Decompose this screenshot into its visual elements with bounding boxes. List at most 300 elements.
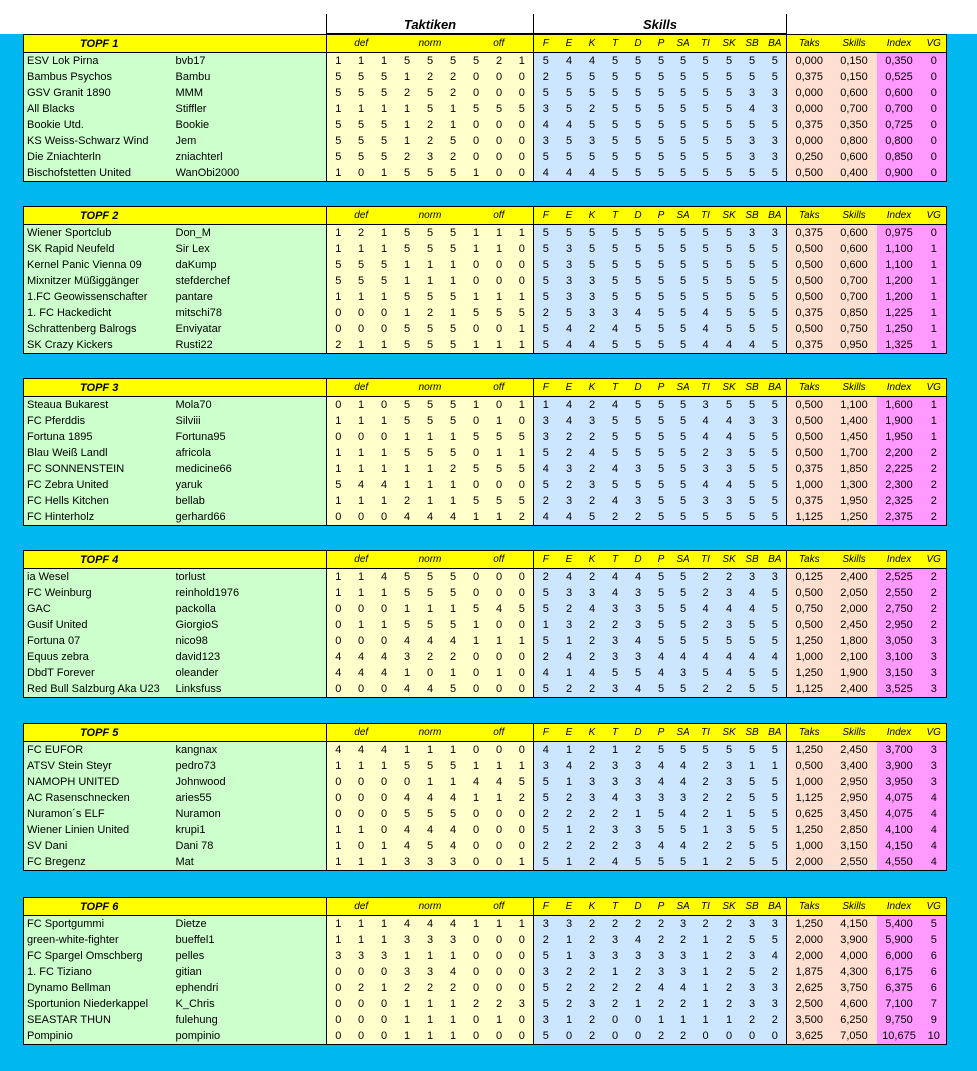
col-header: D xyxy=(627,35,650,53)
index-value: 9,750 xyxy=(877,1012,922,1028)
vg-value: 2 xyxy=(922,601,947,617)
skill-value: 2 xyxy=(534,649,558,665)
tactic-value: 2 xyxy=(488,53,511,70)
col-header: F xyxy=(534,379,558,397)
skills-total: 0,600 xyxy=(832,257,877,273)
tactic-value: 1 xyxy=(511,445,534,461)
tactic-value: 5 xyxy=(511,493,534,509)
vg-value: 10 xyxy=(922,1028,947,1045)
pot-header-row xyxy=(24,207,947,225)
skill-value: 2 xyxy=(718,569,741,586)
skill-value: 2 xyxy=(694,838,718,854)
manager-name: Johnwood xyxy=(176,774,327,790)
skill-value: 4 xyxy=(558,165,581,182)
manager-name: david123 xyxy=(176,649,327,665)
col-header: norm xyxy=(396,35,465,53)
skill-value: 3 xyxy=(627,838,650,854)
tactic-value: 0 xyxy=(327,601,350,617)
team-name: GAC xyxy=(24,601,176,617)
skill-value: 5 xyxy=(650,585,673,601)
vg-value: 6 xyxy=(922,980,947,996)
tactic-value: 0 xyxy=(511,117,534,133)
skill-value: 5 xyxy=(627,665,650,681)
skill-value: 5 xyxy=(650,854,673,871)
skills-total: 2,450 xyxy=(832,742,877,759)
col-header: Index xyxy=(877,898,922,916)
tactic-value: 5 xyxy=(419,397,442,414)
tactic-value: 4 xyxy=(373,477,396,493)
skill-value: 2 xyxy=(694,681,718,698)
tactic-value: 5 xyxy=(396,617,419,633)
skill-value: 5 xyxy=(718,273,741,289)
tactic-value: 2 xyxy=(350,980,373,996)
tactic-value: 1 xyxy=(396,601,419,617)
skill-value: 5 xyxy=(694,289,718,305)
tactic-value: 0 xyxy=(327,305,350,321)
tactic-value: 1 xyxy=(488,916,511,933)
index-value: 1,100 xyxy=(877,241,922,257)
index-value: 0,700 xyxy=(877,101,922,117)
skill-value: 3 xyxy=(604,601,627,617)
skill-value: 5 xyxy=(673,397,694,414)
skill-value: 3 xyxy=(764,101,787,117)
skill-value: 4 xyxy=(764,948,787,964)
skill-value: 3 xyxy=(581,948,604,964)
tactic-value: 0 xyxy=(327,964,350,980)
tactic-value: 0 xyxy=(488,806,511,822)
skill-value: 3 xyxy=(650,964,673,980)
table-row xyxy=(24,53,947,70)
skill-value: 2 xyxy=(581,980,604,996)
skill-value: 2 xyxy=(581,649,604,665)
skill-value: 2 xyxy=(581,321,604,337)
tactic-value: 5 xyxy=(442,585,465,601)
skill-value: 5 xyxy=(558,149,581,165)
tactic-value: 0 xyxy=(465,806,488,822)
table-row xyxy=(24,69,947,85)
skill-value: 2 xyxy=(694,617,718,633)
team-name: Gusif United xyxy=(24,617,176,633)
skill-value: 5 xyxy=(673,289,694,305)
tactic-value: 4 xyxy=(396,681,419,698)
skill-value: 3 xyxy=(718,822,741,838)
vg-value: 3 xyxy=(922,633,947,649)
table-row xyxy=(24,774,947,790)
team-name: Pompinio xyxy=(24,1028,176,1045)
tactic-value: 5 xyxy=(465,429,488,445)
index-value: 1,225 xyxy=(877,305,922,321)
skill-value: 2 xyxy=(694,774,718,790)
tactic-value: 0 xyxy=(465,681,488,698)
skill-value: 5 xyxy=(764,822,787,838)
tactic-value: 1 xyxy=(350,337,373,354)
tactic-value: 1 xyxy=(350,617,373,633)
skill-value: 5 xyxy=(627,273,650,289)
skill-value: 5 xyxy=(764,665,787,681)
skill-value: 5 xyxy=(694,225,718,242)
skill-value: 5 xyxy=(741,681,764,698)
skill-value: 2 xyxy=(673,932,694,948)
tactic-value: 0 xyxy=(511,964,534,980)
tactic-value: 5 xyxy=(373,257,396,273)
tactic-value: 4 xyxy=(442,964,465,980)
col-header: E xyxy=(558,551,581,569)
col-header: SB xyxy=(741,551,764,569)
tactic-value: 2 xyxy=(442,461,465,477)
manager-name: Don_M xyxy=(176,225,327,242)
skill-value: 3 xyxy=(604,774,627,790)
index-value: 6,375 xyxy=(877,980,922,996)
vg-value: 3 xyxy=(922,665,947,681)
index-value: 2,550 xyxy=(877,585,922,601)
skill-value: 3 xyxy=(741,225,764,242)
tactic-value: 0 xyxy=(465,742,488,759)
skill-value: 2 xyxy=(581,854,604,871)
skill-value: 4 xyxy=(534,509,558,526)
skill-value: 5 xyxy=(534,774,558,790)
skill-value: 5 xyxy=(650,305,673,321)
tactic-value: 1 xyxy=(327,916,350,933)
skill-value: 5 xyxy=(741,257,764,273)
skill-value: 5 xyxy=(694,149,718,165)
taks-value: 0,000 xyxy=(787,85,832,101)
skill-value: 3 xyxy=(534,133,558,149)
skill-value: 5 xyxy=(764,273,787,289)
skill-value: 4 xyxy=(558,758,581,774)
tactic-value: 0 xyxy=(465,149,488,165)
skill-value: 2 xyxy=(558,681,581,698)
pot-header-row xyxy=(24,724,947,742)
tactic-value: 1 xyxy=(465,225,488,242)
skill-value: 4 xyxy=(581,165,604,182)
taks-value: 0,500 xyxy=(787,165,832,182)
col-header: Taks xyxy=(787,379,832,397)
tactic-value: 1 xyxy=(488,509,511,526)
skill-value: 4 xyxy=(650,665,673,681)
team-name: FC Spargel Omschberg xyxy=(24,948,176,964)
vg-value: 0 xyxy=(922,225,947,242)
tactic-value: 2 xyxy=(327,337,350,354)
table-row xyxy=(24,133,947,149)
skill-value: 3 xyxy=(558,241,581,257)
taks-value: 1,250 xyxy=(787,822,832,838)
tactic-value: 4 xyxy=(442,838,465,854)
tactic-value: 0 xyxy=(511,681,534,698)
taks-value: 0,625 xyxy=(787,806,832,822)
skill-value: 5 xyxy=(718,53,741,70)
tactic-value: 5 xyxy=(419,85,442,101)
taks-value: 1,250 xyxy=(787,665,832,681)
manager-name: fulehung xyxy=(176,1012,327,1028)
skill-value: 5 xyxy=(650,461,673,477)
tactic-value: 1 xyxy=(373,53,396,70)
skill-value: 1 xyxy=(694,1012,718,1028)
tactic-value: 0 xyxy=(511,665,534,681)
tactic-value: 5 xyxy=(511,101,534,117)
skill-value: 5 xyxy=(764,445,787,461)
skill-value: 4 xyxy=(673,806,694,822)
tactic-value: 5 xyxy=(396,445,419,461)
tactic-value: 5 xyxy=(396,289,419,305)
tactic-value: 1 xyxy=(327,53,350,70)
skill-value: 2 xyxy=(650,996,673,1012)
skill-value: 5 xyxy=(627,854,650,871)
vg-value: 0 xyxy=(922,53,947,70)
skill-value: 5 xyxy=(764,742,787,759)
skill-value: 3 xyxy=(604,932,627,948)
tactic-value: 0 xyxy=(350,806,373,822)
team-name: Fortuna 07 xyxy=(24,633,176,649)
skill-value: 4 xyxy=(558,509,581,526)
skill-value: 5 xyxy=(673,633,694,649)
skill-value: 5 xyxy=(558,69,581,85)
skill-value: 3 xyxy=(581,774,604,790)
skill-value: 5 xyxy=(741,633,764,649)
tactic-value: 0 xyxy=(373,601,396,617)
skill-value: 5 xyxy=(673,241,694,257)
index-value: 4,150 xyxy=(877,838,922,854)
tactic-value: 5 xyxy=(442,758,465,774)
tactic-value: 5 xyxy=(442,337,465,354)
skill-value: 2 xyxy=(718,948,741,964)
skill-value: 5 xyxy=(741,241,764,257)
skills-total: 2,550 xyxy=(832,854,877,871)
tactic-value: 1 xyxy=(373,225,396,242)
skill-value: 3 xyxy=(741,996,764,1012)
skill-value: 5 xyxy=(627,69,650,85)
tactic-value: 0 xyxy=(465,133,488,149)
table-row xyxy=(24,838,947,854)
tactic-value: 0 xyxy=(396,774,419,790)
tactic-value: 2 xyxy=(396,85,419,101)
skill-value: 5 xyxy=(581,117,604,133)
tactic-value: 4 xyxy=(396,790,419,806)
skills-total: 1,450 xyxy=(832,429,877,445)
taks-value: 0,375 xyxy=(787,337,832,354)
manager-name: reinhold1976 xyxy=(176,585,327,601)
tactic-value: 5 xyxy=(396,413,419,429)
col-header: E xyxy=(558,207,581,225)
skill-value: 5 xyxy=(627,225,650,242)
skills-total: 0,800 xyxy=(832,133,877,149)
skill-value: 0 xyxy=(694,1028,718,1045)
skill-value: 5 xyxy=(581,85,604,101)
vg-value: 5 xyxy=(922,916,947,933)
skill-value: 1 xyxy=(694,854,718,871)
taks-value: 0,500 xyxy=(787,429,832,445)
skill-value: 0 xyxy=(604,1012,627,1028)
col-header: D xyxy=(627,898,650,916)
tactic-value: 1 xyxy=(442,101,465,117)
team-name: FC EUFOR xyxy=(24,742,176,759)
skill-value: 3 xyxy=(604,681,627,698)
skill-value: 5 xyxy=(673,569,694,586)
tactic-value: 0 xyxy=(465,980,488,996)
skill-value: 5 xyxy=(764,617,787,633)
tactic-value: 0 xyxy=(488,854,511,871)
index-value: 4,075 xyxy=(877,790,922,806)
index-value: 1,900 xyxy=(877,413,922,429)
skill-value: 1 xyxy=(558,948,581,964)
index-value: 3,525 xyxy=(877,681,922,698)
skills-total: 4,600 xyxy=(832,996,877,1012)
index-value: 2,225 xyxy=(877,461,922,477)
skill-value: 5 xyxy=(764,774,787,790)
tactic-value: 1 xyxy=(327,932,350,948)
skill-value: 4 xyxy=(741,585,764,601)
manager-name: Enviyatar xyxy=(176,321,327,337)
taks-value: 2,625 xyxy=(787,980,832,996)
table-row xyxy=(24,305,947,321)
tactic-value: 5 xyxy=(442,53,465,70)
col-header: SB xyxy=(741,35,764,53)
index-value: 2,200 xyxy=(877,445,922,461)
manager-name: bellab xyxy=(176,493,327,509)
table-row xyxy=(24,585,947,601)
tactic-value: 1 xyxy=(442,117,465,133)
tactic-value: 3 xyxy=(327,948,350,964)
vg-value: 2 xyxy=(922,585,947,601)
tactic-value: 1 xyxy=(488,241,511,257)
manager-name: africola xyxy=(176,445,327,461)
tactic-value: 1 xyxy=(373,493,396,509)
table-row xyxy=(24,509,947,526)
team-name: Dynamo Bellman xyxy=(24,980,176,996)
skill-value: 1 xyxy=(558,822,581,838)
col-header: def xyxy=(327,724,396,742)
tactic-value: 0 xyxy=(511,838,534,854)
skill-value: 4 xyxy=(604,397,627,414)
skill-value: 5 xyxy=(627,241,650,257)
tactic-value: 5 xyxy=(488,101,511,117)
tactic-value: 0 xyxy=(488,932,511,948)
divider xyxy=(326,14,327,34)
team-name: Mixnitzer Müßiggänger xyxy=(24,273,176,289)
tactic-value: 1 xyxy=(511,916,534,933)
pot-table xyxy=(23,378,947,526)
skill-value: 5 xyxy=(627,101,650,117)
tactic-value: 0 xyxy=(488,964,511,980)
tactic-value: 5 xyxy=(373,149,396,165)
tactic-value: 4 xyxy=(396,916,419,933)
skill-value: 3 xyxy=(581,790,604,806)
skill-value: 2 xyxy=(694,569,718,586)
skill-value: 3 xyxy=(534,1012,558,1028)
skill-value: 4 xyxy=(650,980,673,996)
skill-value: 2 xyxy=(627,742,650,759)
skill-value: 4 xyxy=(764,649,787,665)
tactic-value: 0 xyxy=(511,477,534,493)
tactic-value: 0 xyxy=(465,585,488,601)
skill-value: 5 xyxy=(694,742,718,759)
skill-value: 5 xyxy=(650,117,673,133)
index-value: 3,700 xyxy=(877,742,922,759)
tactic-value: 5 xyxy=(419,758,442,774)
tactic-value: 1 xyxy=(442,774,465,790)
col-header: BA xyxy=(764,898,787,916)
table-row xyxy=(24,806,947,822)
index-value: 3,950 xyxy=(877,774,922,790)
tactic-value: 5 xyxy=(396,225,419,242)
table-row xyxy=(24,477,947,493)
taks-value: 1,125 xyxy=(787,790,832,806)
skill-value: 5 xyxy=(581,69,604,85)
skill-value: 4 xyxy=(694,337,718,354)
team-name: FC Zebra United xyxy=(24,477,176,493)
tactic-value: 0 xyxy=(488,165,511,182)
skill-value: 3 xyxy=(764,225,787,242)
skill-value: 1 xyxy=(718,1012,741,1028)
manager-name: Bookie xyxy=(176,117,327,133)
tactic-value: 1 xyxy=(442,257,465,273)
skill-value: 5 xyxy=(764,117,787,133)
team-name: SEASTAR THUN xyxy=(24,1012,176,1028)
col-header: SK xyxy=(718,551,741,569)
index-value: 3,100 xyxy=(877,649,922,665)
index-value: 4,550 xyxy=(877,854,922,871)
skill-value: 4 xyxy=(718,429,741,445)
skill-value: 5 xyxy=(673,681,694,698)
col-header: Index xyxy=(877,207,922,225)
tactic-value: 5 xyxy=(350,273,373,289)
col-header: T xyxy=(604,35,627,53)
pot-name: TOPF 1 xyxy=(24,35,327,53)
skill-value: 5 xyxy=(764,321,787,337)
skill-value: 3 xyxy=(558,273,581,289)
index-value: 7,100 xyxy=(877,996,922,1012)
tactic-value: 1 xyxy=(327,585,350,601)
tactic-value: 1 xyxy=(419,1028,442,1045)
skills-total: 2,950 xyxy=(832,774,877,790)
tactic-value: 1 xyxy=(419,1012,442,1028)
skill-value: 2 xyxy=(673,996,694,1012)
skills-total: 0,700 xyxy=(832,273,877,289)
tactic-value: 0 xyxy=(350,1012,373,1028)
table-row xyxy=(24,633,947,649)
skill-value: 2 xyxy=(581,681,604,698)
skill-value: 4 xyxy=(604,569,627,586)
tactic-value: 1 xyxy=(442,429,465,445)
skills-total: 2,400 xyxy=(832,681,877,698)
skill-value: 5 xyxy=(650,429,673,445)
tactic-value: 0 xyxy=(488,117,511,133)
tactic-value: 2 xyxy=(419,117,442,133)
manager-name: kangnax xyxy=(176,742,327,759)
skill-value: 2 xyxy=(741,1012,764,1028)
team-name: FC Bregenz xyxy=(24,854,176,871)
tactic-value: 0 xyxy=(488,569,511,586)
tactic-value: 2 xyxy=(419,649,442,665)
skill-value: 5 xyxy=(673,165,694,182)
skill-value: 2 xyxy=(694,806,718,822)
tactic-value: 4 xyxy=(350,649,373,665)
team-name: 1.FC Geowissenschafter xyxy=(24,289,176,305)
tactic-value: 0 xyxy=(465,569,488,586)
skill-value: 2 xyxy=(718,980,741,996)
tactic-value: 5 xyxy=(396,585,419,601)
manager-name: Jem xyxy=(176,133,327,149)
tactic-value: 5 xyxy=(488,461,511,477)
skill-value: 5 xyxy=(627,117,650,133)
vg-value: 4 xyxy=(922,790,947,806)
skill-value: 4 xyxy=(650,649,673,665)
skill-value: 2 xyxy=(604,996,627,1012)
taktiken-title: Taktiken xyxy=(403,17,457,32)
tactic-value: 1 xyxy=(465,165,488,182)
skill-value: 5 xyxy=(650,241,673,257)
skill-value: 5 xyxy=(650,337,673,354)
tactic-value: 2 xyxy=(511,509,534,526)
